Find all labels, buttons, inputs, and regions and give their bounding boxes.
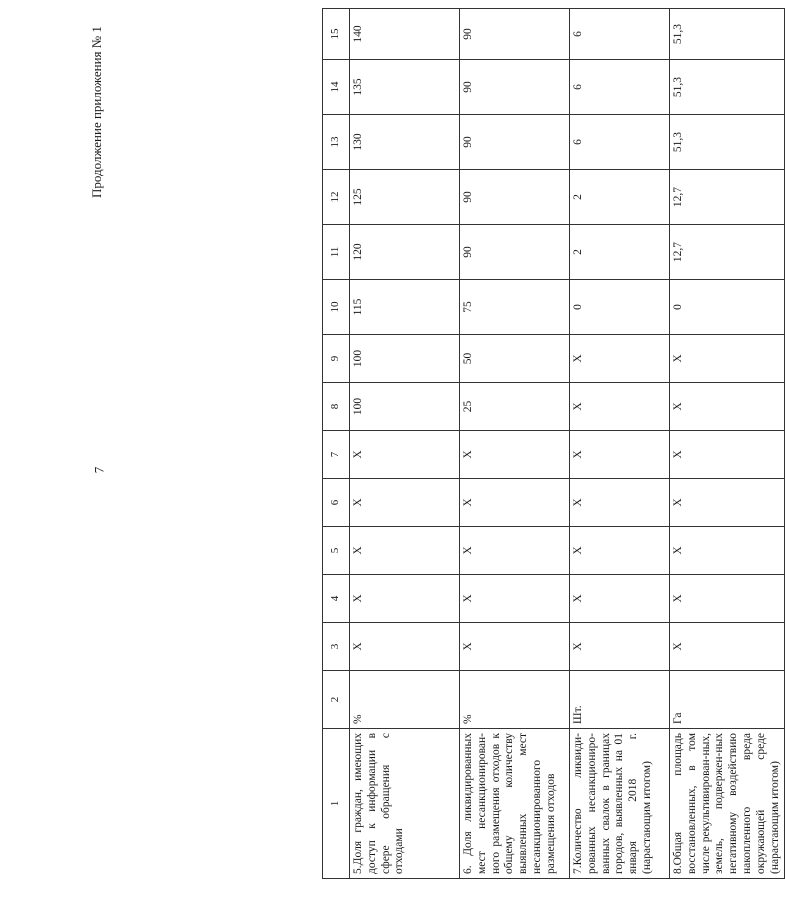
value-cell: X <box>350 575 460 623</box>
value-cell: 6 <box>570 60 670 115</box>
value-cell: 135 <box>350 60 460 115</box>
indicator-unit: % <box>460 671 570 729</box>
column-header: 1 <box>323 729 350 879</box>
value-cell: 90 <box>460 170 570 225</box>
value-cell: X <box>570 527 670 575</box>
header-row <box>323 9 350 879</box>
value-cell: 51,3 <box>670 60 785 115</box>
value-cell: X <box>460 479 570 527</box>
value-cell: X <box>570 623 670 671</box>
column-header: 5 <box>323 527 350 575</box>
value-cell: 100 <box>350 335 460 383</box>
value-cell: X <box>460 623 570 671</box>
value-cell: 51,3 <box>670 115 785 170</box>
value-cell: X <box>570 575 670 623</box>
value-cell: 100 <box>350 383 460 431</box>
value-cell: 2 <box>570 170 670 225</box>
value-cell: X <box>670 383 785 431</box>
value-cell: 0 <box>670 280 785 335</box>
value-cell: X <box>670 335 785 383</box>
indicator-name: 8.Общая площадь восстановленных, в том числе рекультивирован-ных, земель, подвержен-ных негативному воздействию накопленного вреда окружающей среде (нарастающим итогом) <box>670 729 785 879</box>
page-number: 7 <box>91 466 107 474</box>
indicator-unit: Га <box>670 671 785 729</box>
column-header: 13 <box>323 115 350 170</box>
table-row <box>350 9 460 879</box>
value-cell: 25 <box>460 383 570 431</box>
indicator-name: 5.Доля граждан, имеющих доступ к информации в сфере обращения с отходами <box>350 729 460 879</box>
value-cell: 12,7 <box>670 170 785 225</box>
indicator-name: 6. Доля ликвидированных мест несанкционирован-ного размещения отходов к общему количеству выявленных мест несанкционированного размещения отходов <box>460 729 570 879</box>
column-header: 12 <box>323 170 350 225</box>
value-cell: X <box>570 383 670 431</box>
value-cell: 6 <box>570 115 670 170</box>
column-header: 2 <box>323 671 350 729</box>
value-cell: X <box>670 623 785 671</box>
indicator-name: 7.Количество ликвиди-рованных несанкциониро-ванных свалок в границах городов, выявленных на 01 января 2018 г. (нарастающим итогом) <box>570 729 670 879</box>
value-cell: X <box>460 431 570 479</box>
value-cell: 115 <box>350 280 460 335</box>
column-header: 6 <box>323 479 350 527</box>
table-row <box>570 9 670 879</box>
value-cell: X <box>570 335 670 383</box>
value-cell: X <box>670 479 785 527</box>
column-header: 11 <box>323 225 350 280</box>
value-cell: X <box>350 479 460 527</box>
value-cell: 12,7 <box>670 225 785 280</box>
indicator-table-wrapper <box>322 9 781 879</box>
value-cell: 90 <box>460 60 570 115</box>
value-cell: X <box>350 431 460 479</box>
value-cell: X <box>350 527 460 575</box>
value-cell: X <box>570 431 670 479</box>
column-header: 4 <box>323 575 350 623</box>
value-cell: 2 <box>570 225 670 280</box>
indicator-unit: % <box>350 671 460 729</box>
table-row <box>670 9 785 879</box>
column-header: 9 <box>323 335 350 383</box>
indicator-table <box>322 8 785 879</box>
table-row <box>460 9 570 879</box>
indicator-unit: Шт. <box>570 671 670 729</box>
value-cell: 125 <box>350 170 460 225</box>
value-cell: X <box>670 527 785 575</box>
value-cell: X <box>460 527 570 575</box>
value-cell: 90 <box>460 225 570 280</box>
value-cell: 50 <box>460 335 570 383</box>
column-header: 14 <box>323 60 350 115</box>
continuation-label: Продолжение приложения № 1 <box>89 26 104 198</box>
value-cell: 130 <box>350 115 460 170</box>
column-header: 7 <box>323 431 350 479</box>
column-header: 15 <box>323 9 350 60</box>
value-cell: 90 <box>460 115 570 170</box>
value-cell: X <box>350 623 460 671</box>
value-cell: X <box>670 431 785 479</box>
column-header: 10 <box>323 280 350 335</box>
value-cell: 6 <box>570 9 670 60</box>
value-cell: 120 <box>350 225 460 280</box>
column-header: 3 <box>323 623 350 671</box>
value-cell: 90 <box>460 9 570 60</box>
column-header: 8 <box>323 383 350 431</box>
value-cell: X <box>570 479 670 527</box>
value-cell: 75 <box>460 280 570 335</box>
value-cell: X <box>460 575 570 623</box>
value-cell: X <box>670 575 785 623</box>
value-cell: 0 <box>570 280 670 335</box>
value-cell: 140 <box>350 9 460 60</box>
value-cell: 51,3 <box>670 9 785 60</box>
